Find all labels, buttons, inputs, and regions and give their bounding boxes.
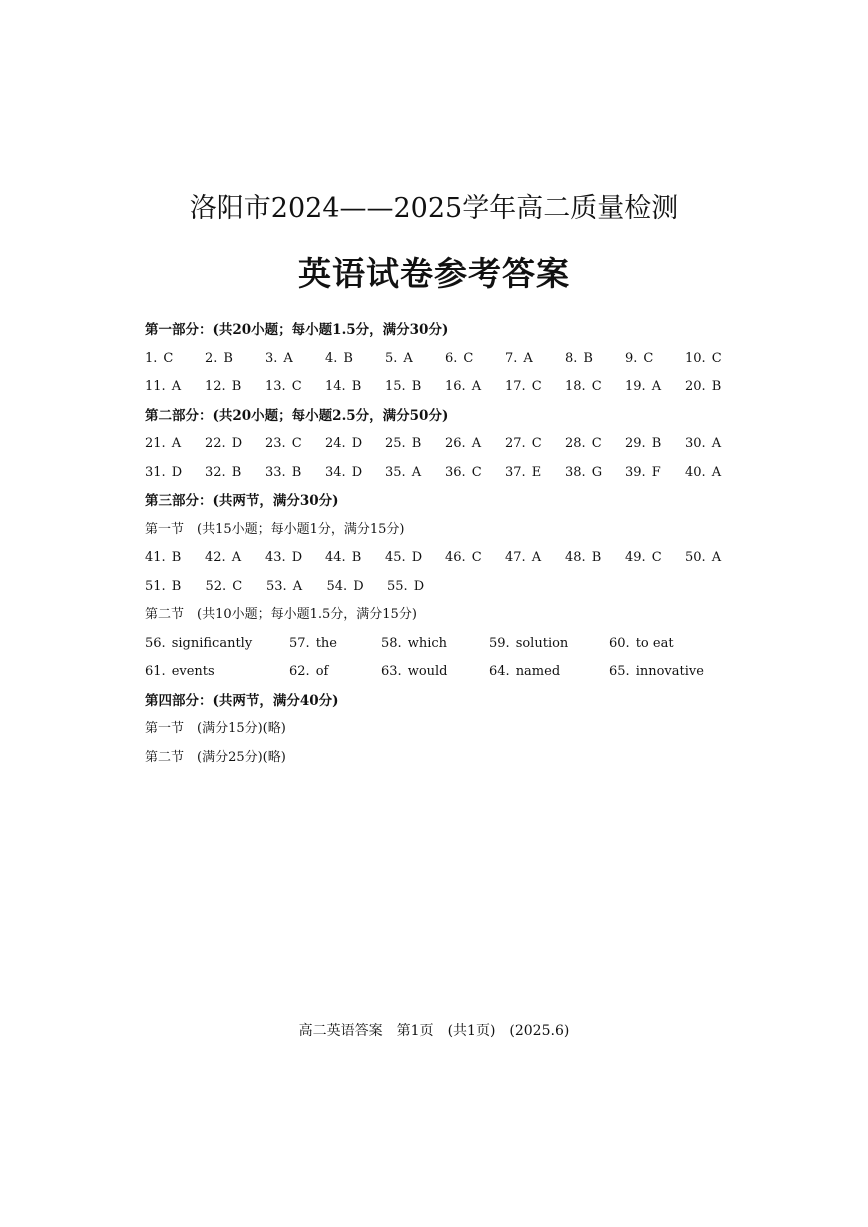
answer-value: A (403, 350, 413, 366)
question-number: 9. (625, 350, 638, 366)
part3-section1-answers (145, 544, 745, 601)
answer-value: A (711, 464, 722, 480)
answer-value: B (411, 379, 422, 394)
question-number: 54. (326, 578, 348, 594)
answer-value: C (531, 436, 542, 451)
answer-item (609, 658, 729, 687)
answer-row (145, 345, 745, 374)
answer-item (505, 345, 565, 374)
page-footer: 高二英语答案 第1页 (共1页) (2025.6) (298, 1023, 570, 1039)
question-number: 1. (145, 350, 158, 366)
question-number: 48. (565, 550, 586, 565)
answer-value: B (223, 350, 233, 366)
answer-item (625, 459, 685, 488)
answer-value: A (471, 436, 482, 451)
answer-item (625, 430, 685, 459)
question-number: 32. (205, 464, 226, 480)
answer-value: C (643, 350, 654, 366)
part1-answers (145, 345, 745, 402)
answer-value: A (523, 350, 533, 366)
question-number: 34. (325, 464, 346, 480)
question-number: 17. (505, 379, 526, 394)
answer-item (206, 573, 267, 602)
answer-value: D (231, 436, 243, 451)
document-title: 洛阳市2024——2025学年高二质量检测 (189, 193, 679, 224)
question-number: 26. (445, 436, 466, 451)
answer-item (325, 373, 385, 402)
question-number: 21. (145, 436, 166, 451)
question-number: 7. (505, 350, 518, 366)
answer-item (565, 430, 625, 459)
document-subtitle: 英语试卷参考答案 (298, 254, 570, 293)
question-number: 28. (565, 436, 586, 451)
answer-value: C (463, 350, 474, 366)
answer-item (265, 345, 325, 374)
answer-item (489, 658, 609, 687)
question-number: 62. (289, 664, 310, 679)
part4-heading: 第四部分：(共两节，满分40分) (145, 692, 339, 709)
answer-item (289, 658, 381, 687)
part2-heading: 第二部分：(共20小题；每小题2.5分，满分50分) (145, 407, 449, 424)
question-number: 36. (445, 464, 466, 480)
answer-value: solution (515, 635, 569, 651)
question-number: 4. (325, 350, 338, 366)
answer-value: D (413, 578, 425, 594)
answer-value: D (351, 436, 363, 451)
answer-item (265, 373, 325, 402)
answer-item (505, 459, 565, 488)
answer-content (145, 316, 745, 772)
question-number: 16. (445, 379, 466, 394)
answer-value: A (171, 436, 182, 451)
question-number: 53. (266, 578, 287, 594)
question-number: 12. (205, 379, 226, 394)
question-number: 29. (625, 436, 646, 451)
question-number: 51. (145, 578, 166, 594)
answer-value: C (591, 379, 602, 394)
answer-item (325, 345, 385, 374)
answer-item (145, 544, 205, 573)
answer-item (565, 373, 625, 402)
answer-item (505, 430, 565, 459)
answer-item (266, 573, 327, 602)
question-number: 61. (145, 664, 166, 679)
part4-section1: 第一节 (满分15分)(略) (145, 721, 286, 736)
answer-value: B (351, 550, 362, 565)
answer-value: C (163, 350, 174, 366)
answer-value: C (591, 436, 602, 451)
answer-value: of (315, 664, 329, 679)
answer-item (505, 544, 565, 573)
answer-value: B (583, 350, 593, 366)
question-number: 22. (205, 436, 226, 451)
answer-value: D (411, 550, 423, 565)
question-number: 18. (565, 379, 586, 394)
question-number: 8. (565, 350, 578, 366)
answer-item (445, 544, 505, 573)
answer-item (205, 459, 265, 488)
answer-value: C (291, 436, 302, 451)
question-number: 63. (381, 664, 402, 679)
answer-value: C (711, 350, 722, 366)
part4-section2: 第二节 (满分25分)(略) (145, 749, 286, 765)
question-number: 20. (685, 379, 706, 394)
question-number: 59. (489, 635, 510, 651)
question-number: 15. (385, 379, 406, 394)
answer-item (145, 573, 206, 602)
answer-value: C (651, 550, 662, 565)
answer-value: C (291, 379, 302, 394)
part2-answers (145, 430, 745, 487)
answer-item (265, 459, 325, 488)
question-number: 56. (145, 635, 166, 651)
question-number: 25. (385, 436, 406, 451)
question-number: 11. (145, 379, 166, 394)
answer-value: significantly (171, 635, 253, 651)
answer-item (205, 430, 265, 459)
question-number: 5. (385, 350, 398, 366)
answer-row (145, 459, 745, 488)
question-number: 2. (205, 350, 218, 366)
answer-item (685, 430, 745, 459)
answer-value: A (292, 578, 303, 594)
answer-item (145, 459, 205, 488)
question-number: 65. (609, 664, 630, 679)
question-number: 24. (325, 436, 346, 451)
question-number: 39. (625, 464, 646, 480)
answer-item (381, 658, 489, 687)
answer-value: C (471, 464, 482, 480)
part3-section2-label: 第二节 (共10小题；每小题1.5分，满分15分) (145, 607, 417, 622)
answer-value: D (171, 464, 183, 480)
answer-value: G (591, 464, 603, 480)
answer-item (265, 430, 325, 459)
answer-row (145, 658, 745, 687)
answer-item (385, 459, 445, 488)
answer-item (325, 544, 385, 573)
answer-value: named (515, 664, 561, 679)
answer-value: A (283, 350, 293, 366)
question-number: 57. (289, 635, 310, 651)
answer-value: D (353, 578, 364, 594)
answer-value: B (171, 550, 182, 565)
answer-item (145, 430, 205, 459)
answer-item (385, 544, 445, 573)
answer-value: A (711, 550, 722, 565)
answer-item (609, 630, 729, 659)
answer-item (565, 544, 625, 573)
answer-item (445, 373, 505, 402)
answer-item (625, 544, 685, 573)
answer-item (145, 658, 289, 687)
answer-item (565, 345, 625, 374)
question-number: 33. (265, 464, 286, 480)
answer-item (385, 430, 445, 459)
question-number: 52. (205, 578, 227, 594)
answer-item (325, 430, 385, 459)
answer-value: B (591, 550, 602, 565)
answer-item (445, 459, 505, 488)
answer-item (445, 430, 505, 459)
answer-value: F (651, 464, 661, 480)
question-number: 44. (325, 550, 346, 565)
part3-section2-answers (145, 630, 745, 687)
question-number: 30. (685, 436, 706, 451)
answer-value: C (232, 578, 243, 594)
answer-value: B (711, 379, 722, 394)
answer-row (145, 430, 745, 459)
question-number: 31. (145, 464, 166, 480)
answer-row (145, 544, 745, 573)
answer-item (145, 373, 205, 402)
answer-value: B (343, 350, 353, 366)
question-number: 10. (685, 350, 706, 366)
answer-value: B (291, 464, 302, 480)
answer-item (145, 630, 289, 659)
question-number: 58. (381, 635, 402, 651)
answer-item (325, 459, 385, 488)
question-number: 43. (265, 550, 286, 565)
answer-value: A (711, 436, 722, 451)
question-number: 27. (505, 436, 526, 451)
answer-item (205, 373, 265, 402)
question-number: 42. (205, 550, 226, 565)
answer-item (685, 345, 745, 374)
question-number: 19. (625, 379, 646, 394)
question-number: 47. (505, 550, 526, 565)
answer-value: A (471, 379, 482, 394)
question-number: 55. (387, 578, 408, 594)
answer-item (327, 573, 388, 602)
question-number: 60. (609, 635, 630, 651)
answer-value: D (291, 550, 303, 565)
answer-item (625, 373, 685, 402)
question-number: 6. (445, 350, 458, 366)
answer-value: C (531, 379, 542, 394)
answer-value: D (351, 464, 363, 480)
answer-value: events (171, 664, 215, 679)
answer-value: innovative (635, 664, 704, 679)
question-number: 64. (489, 664, 510, 679)
answer-value: B (651, 436, 662, 451)
question-number: 45. (385, 550, 406, 565)
question-number: 14. (325, 379, 346, 394)
answer-item (685, 544, 745, 573)
answer-value: A (531, 550, 542, 565)
question-number: 38. (565, 464, 586, 480)
answer-item (505, 373, 565, 402)
part3-section1-label: 第一节 (共15小题；每小题1分，满分15分) (145, 521, 405, 537)
answer-item (445, 345, 505, 374)
question-number: 3. (265, 350, 278, 366)
answer-value: to eat (635, 635, 674, 651)
answer-value: E (531, 464, 542, 480)
answer-item (145, 345, 205, 374)
question-number: 40. (685, 464, 706, 480)
answer-value: B (351, 379, 362, 394)
answer-item (685, 459, 745, 488)
answer-value: B (171, 578, 182, 594)
question-number: 37. (505, 464, 526, 480)
answer-value: B (231, 379, 242, 394)
answer-value: C (471, 550, 482, 565)
question-number: 41. (145, 550, 166, 565)
answer-item (265, 544, 325, 573)
answer-value: the (315, 635, 337, 651)
answer-item (385, 373, 445, 402)
answer-value: A (171, 379, 182, 394)
question-number: 35. (385, 464, 406, 480)
answer-value: would (407, 664, 448, 679)
answer-row (145, 573, 745, 602)
answer-value: A (411, 464, 422, 480)
answer-item (381, 630, 489, 659)
answer-item (685, 373, 745, 402)
answer-item (205, 544, 265, 573)
answer-value: A (231, 550, 242, 565)
answer-item (387, 573, 448, 602)
answer-row (145, 630, 745, 659)
answer-value: B (411, 436, 422, 451)
part1-heading: 第一部分：(共20小题；每小题1.5分，满分30分) (145, 322, 449, 338)
question-number: 50. (685, 550, 706, 565)
answer-item (385, 345, 445, 374)
answer-item (289, 630, 381, 659)
answer-item (205, 345, 265, 374)
question-number: 46. (445, 550, 466, 565)
answer-row (145, 373, 745, 402)
question-number: 13. (265, 379, 286, 394)
answer-value: A (651, 379, 662, 394)
part3-heading: 第三部分：(共两节，满分30分) (145, 493, 339, 509)
question-number: 49. (625, 550, 646, 565)
answer-item (625, 345, 685, 374)
answer-value: B (231, 464, 242, 480)
answer-item (565, 459, 625, 488)
answer-value: which (407, 635, 447, 651)
question-number: 23. (265, 436, 286, 451)
answer-item (489, 630, 609, 659)
